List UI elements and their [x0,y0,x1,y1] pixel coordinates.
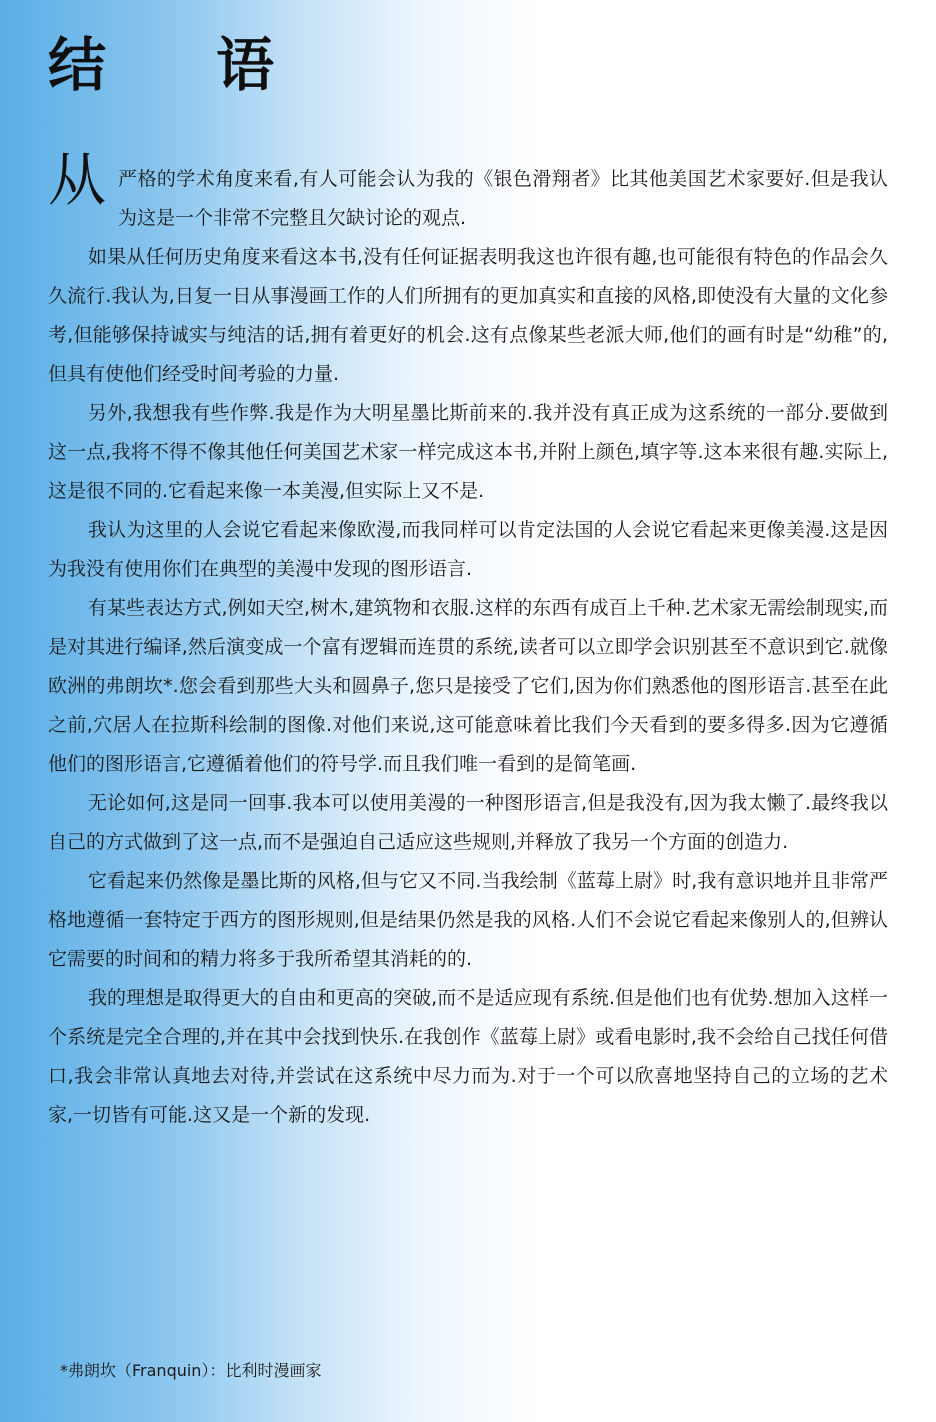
title-char-2: 语 [216,31,275,99]
title-char-1: 结 [48,31,107,99]
paragraph-1-text: 严格的学术角度来看,有人可能会认为我的《银色滑翔者》比其他美国艺术家要好.但是我认为这是一个非常不完整且欠缺讨论的观点. [118,168,888,229]
footnote: *弗朗坎（Franquin）：比利时漫画家 [60,1361,322,1380]
paragraph-5: 有某些表达方式,例如天空,树木,建筑物和衣服.这样的东西有成百上千种.艺术家无需绘制现实,而是对其进行编译,然后演变成一个富有逻辑而连贯的系统,读者可以立即学会识别甚至不意识到它.就像欧洲的弗朗坎*.您会看到那些大头和圆鼻子,您只是接受了它们,因为你们熟悉他的图形语言.甚至在此之前,穴居人在拉斯科绘制的图像.对他们来说,这可能意味着比我们今天看到的要多得多.因为它遵循他们的图形语言,它遵循着他们的符号学.而且我们唯一看到的是简笔画. [48,597,888,775]
paragraph-6: 无论如何,这是同一回事.我本可以使用美漫的一种图形语言,但是我没有,因为我太懒了.最终我以自己的方式做到了这一点,而不是强迫自己适应这些规则,并释放了我另一个方面的创造力. [48,792,888,853]
paragraph-3: 另外,我想我有些作弊.我是作为大明星墨比斯前来的.我并没有真正成为这系统的一部分.要做到这一点,我将不得不像其他任何美国艺术家一样完成这本书,并附上颜色,填字等.这本来很有趣.实际上,这是很不同的.它看起来像一本美漫,但实际上又不是. [48,402,888,502]
paragraph-1 [48,146,888,238]
paragraph-7: 它看起来仍然像是墨比斯的风格,但与它又不同.当我绘制《蓝莓上尉》时,我有意识地并且非常严格地遵循一套特定于西方的图形规则,但是结果仍然是我的风格.人们不会说它看起来像别人的,但辨认它需要的时间和的精力将多于我所希望其消耗的的. [48,870,888,970]
page-title [48,30,274,100]
drop-cap: 从 [48,146,107,214]
paragraph-4: 我认为这里的人会说它看起来像欧漫,而我同样可以肯定法国的人会说它看起来更像美漫.这是因为我没有使用你们在典型的美漫中发现的图形语言. [48,519,888,580]
paragraph-8: 我的理想是取得更大的自由和更高的突破,而不是适应现有系统.但是他们也有优势.想加入这样一个系统是完全合理的,并在其中会找到快乐.在我创作《蓝莓上尉》或看电影时,我不会给自己找任何借口,我会非常认真地去对待,并尝试在这系统中尽力而为.对于一个可以欣喜地坚持自己的立场的艺术家,一切皆有可能.这又是一个新的发现. [48,987,888,1126]
paragraph-2: 如果从任何历史角度来看这本书,没有任何证据表明我这也许很有趣,也可能很有特色的作品会久久流行.我认为,日复一日从事漫画工作的人们所拥有的更加真实和直接的风格,即使没有大量的文化参考,但能够保持诚实与纯洁的话,拥有着更好的机会.这有点像某些老派大师,他们的画有时是“幼稚”的,但具有使他们经受时间考验的力量. [48,246,888,385]
body-text [48,146,888,1135]
